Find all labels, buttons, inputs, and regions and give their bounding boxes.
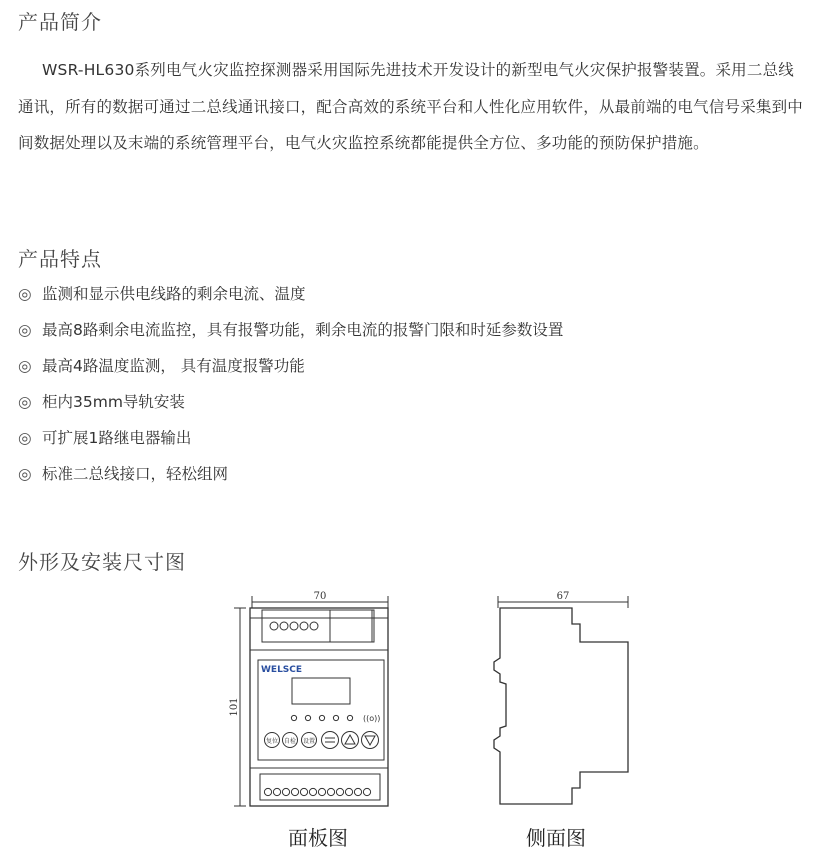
intro-title: 产品简介 bbox=[18, 10, 102, 34]
panel-buttons bbox=[265, 732, 379, 749]
brand-logo: WELSCE bbox=[261, 665, 303, 675]
features-list bbox=[18, 276, 563, 492]
selftest-button-label: 自检 bbox=[283, 738, 297, 745]
bullet-icon: ◎ bbox=[18, 465, 32, 483]
feature-text: 监测和显示供电线路的剩余电流、温度 bbox=[42, 285, 306, 303]
top-terminals bbox=[270, 622, 318, 630]
front-panel-drawing bbox=[226, 588, 402, 816]
height-label: 101 bbox=[229, 697, 240, 717]
bullet-icon: ◎ bbox=[18, 357, 32, 375]
feature-text: 最高8路剩余电流监控，具有报警功能，剩余电流的报警门限和时延参数设置 bbox=[42, 321, 564, 339]
wireless-icon: ((o)) bbox=[363, 714, 381, 723]
side-view-drawing bbox=[488, 588, 638, 816]
side-width-label: 67 bbox=[556, 591, 570, 602]
feature-item bbox=[18, 276, 563, 312]
features-title: 产品特点 bbox=[18, 247, 102, 271]
bullet-icon: ◎ bbox=[18, 393, 32, 411]
display-screen bbox=[292, 678, 350, 704]
enter-button-icon bbox=[322, 732, 339, 749]
settings-button-label: 设置 bbox=[302, 738, 316, 745]
intro-paragraph: WSR-HL630系列电气火灾监控探测器采用国际先进技术开发设计的新型电气火灾保护报警装置。采用二总线通讯，所有的数据可通过二总线通讯接口，配合高效的系统平台和人性化应用软件，从最前端的电气信号采集到中间数据处理以及末端的系统管理平台，电气火灾监控系统都能提供全方位、多功能的预防保护措施。 bbox=[18, 61, 804, 152]
feature-item bbox=[18, 312, 563, 348]
device-body bbox=[250, 608, 388, 806]
dimensions-title: 外形及安装尺寸图 bbox=[18, 550, 186, 574]
bullet-icon: ◎ bbox=[18, 285, 32, 303]
bullet-icon: ◎ bbox=[18, 429, 32, 447]
feature-text: 柜内35mm导轨安装 bbox=[42, 393, 185, 411]
side-profile-outline bbox=[494, 608, 628, 804]
side-view-caption: 侧面图 bbox=[526, 826, 586, 850]
front-panel-caption: 面板图 bbox=[288, 826, 348, 850]
feature-text: 标准二总线接口，轻松组网 bbox=[42, 465, 229, 483]
feature-item bbox=[18, 456, 563, 492]
feature-item bbox=[18, 348, 563, 384]
indicator-leds bbox=[291, 715, 352, 720]
feature-text: 最高4路温度监测， 具有温度报警功能 bbox=[42, 357, 305, 375]
feature-text: 可扩展1路继电器输出 bbox=[42, 429, 192, 447]
feature-item bbox=[18, 420, 563, 456]
width-label: 70 bbox=[313, 591, 327, 602]
reset-button-label: 复位 bbox=[265, 738, 279, 745]
bottom-terminals bbox=[264, 788, 370, 795]
bullet-icon: ◎ bbox=[18, 321, 32, 339]
feature-item bbox=[18, 384, 563, 420]
